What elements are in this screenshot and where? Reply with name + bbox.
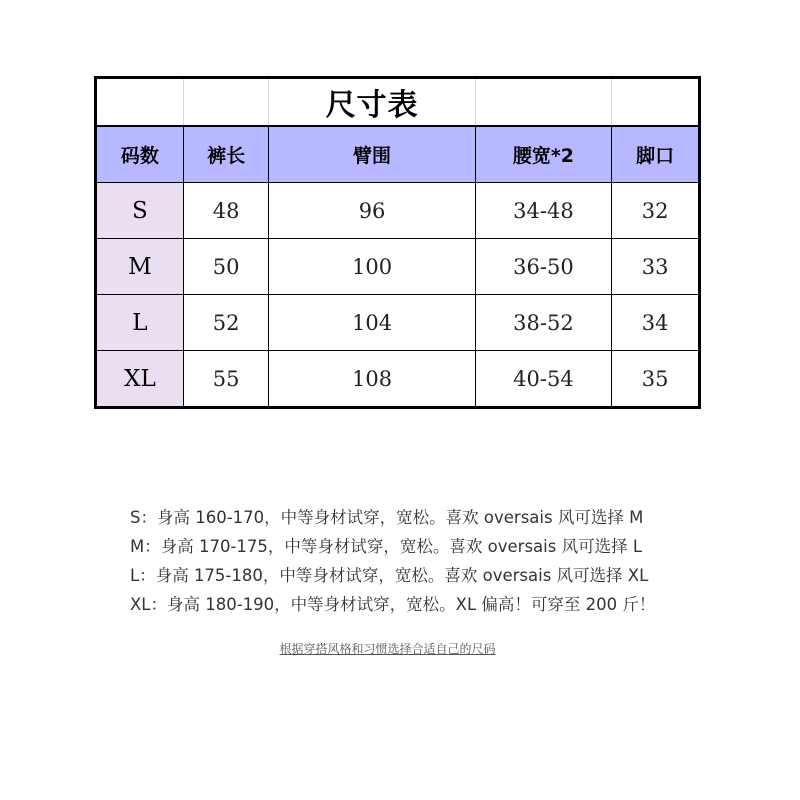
size-cell: XL	[96, 351, 184, 408]
table-row	[96, 239, 700, 295]
table-row	[96, 183, 700, 239]
size-cell: S	[96, 183, 184, 239]
table-row	[96, 351, 700, 408]
length-cell: 48	[183, 183, 269, 239]
table-row	[96, 295, 700, 351]
size-cell: L	[96, 295, 184, 351]
waist-cell: 40-54	[475, 351, 611, 408]
hem-cell: 33	[612, 239, 700, 295]
header-cell-waist: 腰宽*2	[475, 126, 611, 183]
header-cell-arm: 臂围	[269, 126, 475, 183]
header-cell-size: 码数	[96, 126, 184, 183]
note-line-xl: XL：身高 180-190，中等身材试穿，宽松。XL 偏高！可穿至 200 斤！	[130, 595, 656, 614]
arm-cell: 96	[269, 183, 475, 239]
size-notes	[130, 503, 690, 619]
length-cell: 52	[183, 295, 269, 351]
hem-cell: 35	[612, 351, 700, 408]
arm-cell: 108	[269, 351, 475, 408]
note-line-s: S：身高 160-170，中等身材试穿，宽松。喜欢 oversais 风可选择 M	[130, 508, 644, 527]
waist-cell: 34-48	[475, 183, 611, 239]
table-title: 尺寸表	[269, 78, 475, 127]
title-blank-cell	[475, 78, 611, 127]
table-title-row	[96, 78, 700, 127]
arm-cell: 104	[269, 295, 475, 351]
size-advice-footnote: 根据穿搭风格和习惯选择合适自己的尺码	[279, 642, 496, 656]
header-cell-length: 裤长	[183, 126, 269, 183]
size-cell: M	[96, 239, 184, 295]
size-chart-table	[94, 76, 701, 409]
title-blank-cell	[96, 78, 184, 127]
table-header-row	[96, 126, 700, 183]
note-line-l: L：身高 175-180，中等身材试穿，宽松。喜欢 oversais 风可选择 XL	[130, 566, 649, 585]
waist-cell: 36-50	[475, 239, 611, 295]
length-cell: 50	[183, 239, 269, 295]
length-cell: 55	[183, 351, 269, 408]
hem-cell: 34	[612, 295, 700, 351]
note-line-m: M：身高 170-175，中等身材试穿，宽松。喜欢 oversais 风可选择 L	[130, 537, 643, 556]
waist-cell: 38-52	[475, 295, 611, 351]
title-blank-cell	[183, 78, 269, 127]
hem-cell: 32	[612, 183, 700, 239]
arm-cell: 100	[269, 239, 475, 295]
header-cell-hem: 脚口	[612, 126, 700, 183]
title-blank-cell	[612, 78, 700, 127]
